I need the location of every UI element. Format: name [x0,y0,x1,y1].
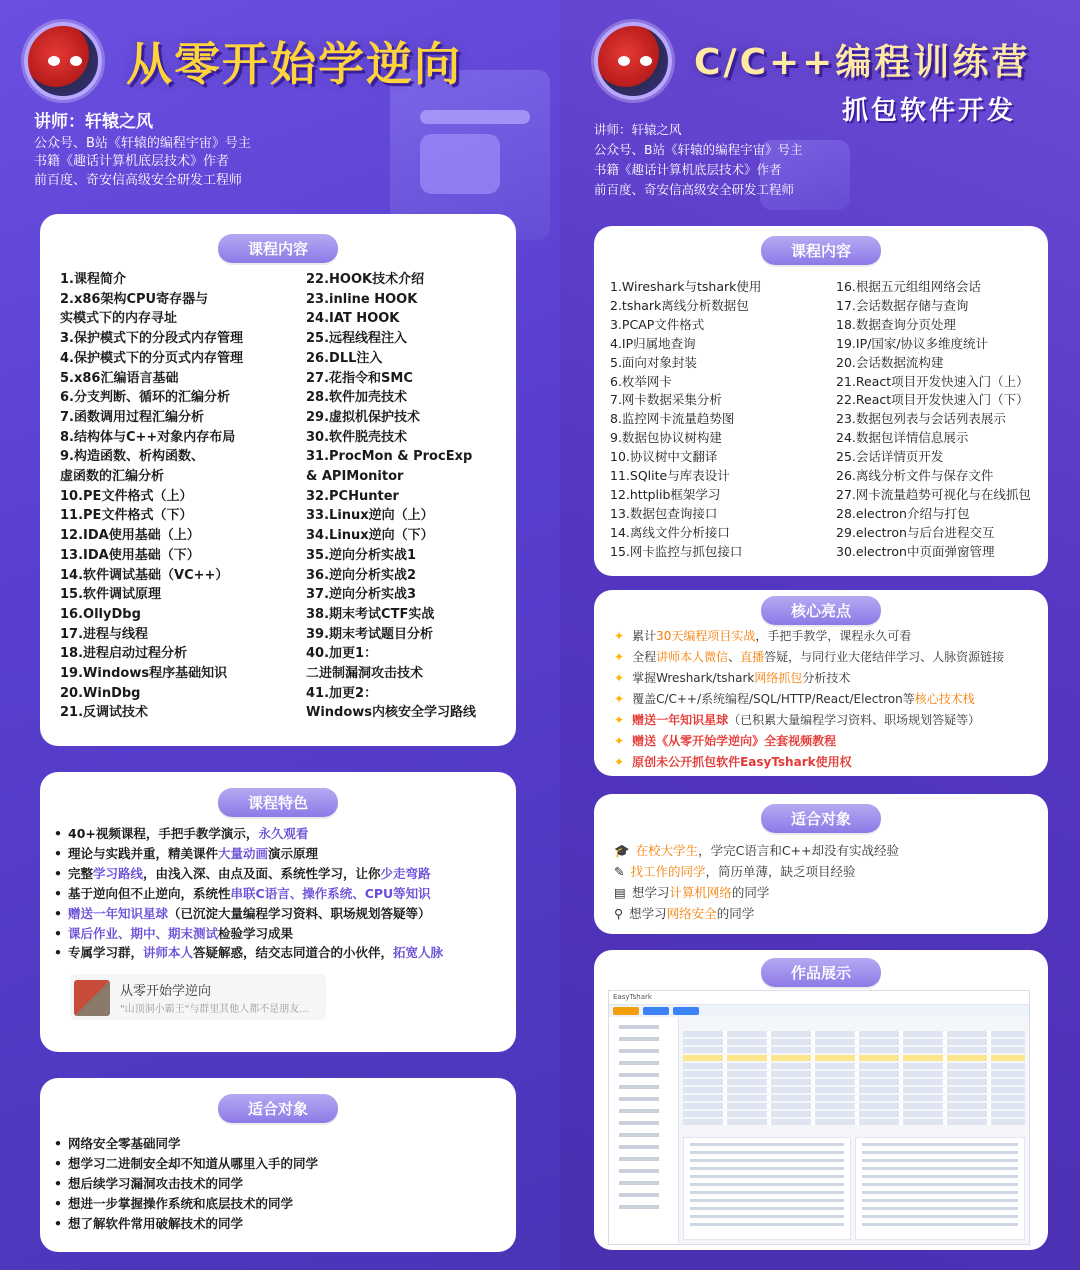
star-icon: ✦ [614,650,625,664]
highlight-text: 大量动画 [218,845,269,861]
course-item: 11.SQlite与库表设计 [610,468,730,484]
highlight-text: 课后作业、期中、期末测试 [68,925,219,941]
course-item: 31.ProcMon & ProcExp [306,449,473,465]
course-item: 28.electron介绍与打包 [836,505,970,521]
course-item: 41.加更2： [306,685,378,701]
audience-item: • 想了解软件常用破解技术的同学 [54,1214,318,1234]
text: 答疑解惑，结交志同道合的小伙伴， [193,945,394,961]
highlight-item [614,752,1004,773]
text: （已积累大量编程学习资料、职场规划答疑等） [728,713,981,727]
course-item: 4.IP归属地查询 [610,335,696,351]
text: 全程 [632,650,657,664]
course-list-col2 [836,278,1031,562]
star-icon: ✦ [614,734,625,748]
course-item: 28.软件加壳技术 [306,390,408,406]
lecturer-name: 讲师：轩辕之风 [34,112,153,132]
protocol-tree-pane [683,1137,851,1240]
poster-title: C/C++编程训练营 [694,42,1031,83]
audience-item: • 想后续学习漏洞攻击技术的同学 [54,1174,318,1194]
text: 答疑，与同行业大佬结伴学习、人脉资源链接 [764,650,1005,664]
course-item: 35.逆向分析实战1 [306,547,417,563]
star-icon: ✦ [614,671,625,685]
chat-group-avatar [74,980,110,1016]
intro-line: 书籍《趣话计算机底层技术》作者 [594,162,782,177]
text: 的同学 [716,906,755,921]
course-item: 38.期末考试CTF实战 [306,606,435,622]
highlight-text: 讲师本人 [143,945,194,961]
highlight-text: 永久观看 [258,826,309,841]
course-item: 22.React项目开发快速入门（下） [836,392,1029,408]
course-item: 24.数据包详情信息展示 [836,430,969,446]
highlight-text: 找工作的同学 [630,864,706,879]
course-item: 8.结构体与C++对象内存布局 [60,429,236,445]
audience-item [614,882,899,903]
course-item: 16.OllyDbg [60,606,141,622]
highlight-text: 赠送《从零开始学逆向》全套视频教程 [632,734,837,748]
feature-item [54,943,443,963]
highlight-text: 网络安全 [666,906,717,921]
course-item: 17.会话数据存储与查询 [836,297,969,313]
app-screenshot [608,990,1030,1245]
highlight-item [614,710,1004,731]
feature-item [54,844,443,864]
text: 覆盖C/C++/系统编程/SQL/HTTP/React/Electron等 [632,692,915,706]
course-item: 3.PCAP文件格式 [610,316,705,332]
course-item: 27.网卡流量趋势可视化与在线抓包 [836,486,1031,502]
highlight-text: 赠送一年知识星球 [632,713,729,727]
course-item: 19.IP/国家/协议多维度统计 [836,335,989,351]
course-item: 虚函数的汇编分析 [60,469,165,485]
audience-item: • 想学习二进制安全却不知道从哪里入手的同学 [54,1154,318,1174]
course-item: 21.反调试技术 [60,705,149,721]
course-item: 5.x86汇编语言基础 [60,370,179,386]
course-item: 37.逆向分析实战3 [306,587,417,603]
course-item: 32.PCHunter [306,488,399,504]
audience-item [614,840,899,861]
highlight-text: 学习路线 [93,865,144,881]
poster-subtitle: 抓包软件开发 [842,96,1017,126]
text: 完整 [68,865,94,881]
highlight-text: 直播 [740,650,765,664]
course-item: 2.tshark离线分析数据包 [610,297,749,313]
course-item: 25.远程线程注入 [306,331,408,347]
course-item: 13.数据包查询接口 [610,505,718,521]
text: ，手把手教学，课程永久可看 [755,629,912,643]
course-item: 24.IAT HOOK [306,311,400,327]
text: 分析技术 [802,671,851,685]
illustration-bar [420,110,530,124]
highlight-text: 在校大学生 [635,843,699,858]
text: 的同学 [731,885,770,900]
star-icon: ✦ [614,713,625,727]
course-item: 14.软件调试基础（VC++） [60,567,229,583]
highlight-item [614,731,1004,752]
graduation-cap-icon: 🎓 [614,843,630,858]
text: （已沉淀大量编程学习资料、职场规划答疑等） [168,905,431,921]
feature-item [54,924,443,944]
course-item: & APIMonitor [306,469,404,485]
pen-icon: ✎ [614,864,625,879]
course-item: 33.Linux逆向（上） [306,508,434,524]
course-item: 9.数据包协议树构建 [610,430,722,446]
audience-item: • 想进一步掌握操作系统和底层技术的同学 [54,1194,318,1214]
course-item: 17.进程与线程 [60,626,149,642]
course-item: 21.React项目开发快速入门（上） [836,373,1029,389]
course-item: 1.Wireshark与tshark使用 [610,279,762,294]
intro-line: 公众号、B站《轩辕的编程宇宙》号主 [34,135,251,151]
course-item: 29.electron与后台进程交互 [836,524,995,540]
audience-card [40,1078,516,1252]
text: ，简历单薄，缺乏项目经验 [705,864,856,879]
course-item: 22.HOOK技术介绍 [306,272,425,287]
course-item: 30.electron中页面弹窗管理 [836,543,995,559]
course-item: 4.保护模式下的分页式内存管理 [60,350,243,366]
course-item: 18.数据查询分页处理 [836,316,956,332]
star-icon: ✦ [614,629,625,643]
highlight-text: 核心技术栈 [914,692,975,706]
course-item: 25.会话详情页开发 [836,449,944,465]
feature-item [54,904,443,924]
intro-line: 书籍《趣话计算机底层技术》作者 [34,154,230,170]
course-item: 19.Windows程序基础知识 [60,666,228,682]
course-item: 36.逆向分析实战2 [306,567,417,583]
highlight-text: 网络抓包 [754,671,803,685]
course-item: 5.面向对象封装 [610,354,697,370]
course-item: 14.离线文件分析接口 [610,524,730,540]
course-item: 10.协议树中文翻译 [610,449,718,465]
course-item: 16.根据五元组组网络会话 [836,279,981,294]
highlights-card-title: 核心亮点 [761,596,881,625]
text: ，学完C语言和C++却没有实战经验 [698,843,899,858]
star-icon: ✦ [614,755,625,769]
intro-line: 前百度、奇安信高级安全研发工程师 [594,182,795,197]
lecturer-intro [594,120,803,200]
audience-list [54,1134,318,1234]
course-card-title: 课程内容 [761,236,881,265]
chat-group-name: 从零开始学逆向 [120,984,212,999]
course-item: 34.Linux逆向（下） [306,528,434,544]
course-item: 20.会话数据流构建 [836,354,944,370]
text: 40+视频课程，手把手教学演示， [68,826,259,841]
text: 累计 [632,629,657,643]
star-icon: ✦ [614,692,625,706]
course-item: 18.进程启动过程分析 [60,646,188,662]
highlights-card [594,590,1048,776]
intro-line: 前百度、奇安信高级安全研发工程师 [34,173,243,189]
text: 基于逆向但不止逆向，系统性 [68,885,231,901]
course-item: 6.枚举网卡 [610,373,672,389]
highlight-item [614,647,1004,668]
highlight-item [614,668,1004,689]
illustration-panel [420,134,500,194]
chat-preview [70,974,326,1020]
course-item: 二进制漏洞攻击技术 [306,666,424,682]
text: 想学习 [629,906,667,921]
course-item: 7.函数调用过程汇编分析 [60,409,204,425]
course-list-col1 [610,278,761,562]
course-item: 30.软件脱壳技术 [306,429,408,445]
course-item: 12.httplib框架学习 [610,486,721,502]
text: ，由浅入深、由点及面、系统性学习，让你 [143,865,381,881]
course-item: 15.软件调试原理 [60,587,162,603]
book-icon: ▤ [614,885,626,900]
text: 、 [728,650,741,664]
course-item: 26.离线分析文件与保存文件 [836,468,994,484]
audience-card [594,794,1048,934]
highlight-text: 赠送一年知识星球 [68,905,169,921]
app-toolbar [609,1005,1029,1017]
highlight-text: 讲师本人微信 [656,650,729,664]
avatar [594,22,672,100]
right-poster [560,0,1080,1270]
course-card [40,214,516,746]
chat-group-message: "山顶洞小霸王"与群里其他人都不是朋友... [120,1004,309,1015]
course-item: 13.IDA使用基础（下） [60,547,200,563]
lecturer-intro [34,110,251,191]
course-card [594,226,1048,576]
course-item: 15.网卡监控与抓包接口 [610,543,743,559]
features-list [54,824,443,963]
features-card-title: 课程特色 [218,788,338,817]
features-card [40,772,516,1052]
text: 演示原理 [268,845,319,861]
audience-card-title: 适合对象 [761,804,881,833]
course-item: 29.虚拟机保护技术 [306,409,421,425]
course-item: 7.网卡数据采集分析 [610,392,722,408]
course-item: 3.保护模式下的分段式内存管理 [60,331,243,347]
app-sidebar [609,1017,679,1244]
course-item: 11.PE文件格式（下） [60,508,193,524]
app-titlebar: EasyTshark [609,991,1029,1005]
course-item: 2.x86架构CPU寄存器与 [60,291,209,307]
text: 想学习 [631,885,670,900]
course-item: 27.花指令和SMC [306,370,413,386]
highlight-text: 少走弯路 [380,865,431,881]
text: 专属学习群， [68,945,144,961]
highlight-text: 计算机网络 [669,885,732,900]
course-item: 40.加更1： [306,646,378,662]
audience-card-title: 适合对象 [218,1094,338,1123]
feature-item [54,884,443,904]
course-item: 39.期末考试题目分析 [306,626,434,642]
intro-line: 公众号、B站《轩辕的编程宇宙》号主 [594,142,803,157]
highlight-item [614,626,1004,647]
course-item: 20.WinDbg [60,685,141,701]
course-item: 23.数据包列表与会话列表展示 [836,411,1006,427]
showcase-card-title: 作品展示 [761,958,881,987]
showcase-card [594,950,1048,1250]
course-card-title: 课程内容 [218,234,338,263]
course-item: 6.分支判断、循环的汇编分析 [60,390,230,406]
poster-title: 从零开始学逆向 [126,37,462,91]
course-item: 26.DLL注入 [306,350,383,366]
feature-item [54,864,443,884]
course-list-col1 [60,270,243,723]
audience-item [614,903,899,924]
audience-list [614,840,899,924]
lecturer-name: 讲师：轩辕之风 [594,122,682,137]
course-item: 10.PE文件格式（上） [60,488,193,504]
hex-dump-pane [855,1137,1025,1240]
audience-item [614,861,899,882]
course-item: 12.IDA使用基础（上） [60,528,200,544]
course-item: 9.构造函数、析构函数、 [60,449,204,465]
course-item: 8.监控网卡流量趋势图 [610,411,735,427]
feature-item [54,824,443,844]
highlight-text: 拓宽人脉 [393,945,444,961]
text: 掌握Wreshark/tshark [632,671,755,685]
avatar [24,22,102,100]
highlight-text: 30天编程项目实战 [656,629,756,643]
highlight-item [614,689,1004,710]
highlight-text: 原创未公开抓包软件EasyTshark使用权 [632,755,852,769]
packet-table [683,1031,1025,1131]
text: 检验学习成果 [218,925,294,941]
course-item: Windows内核安全学习路线 [306,705,477,721]
text: 理论与实践并重，精美课件 [68,845,219,861]
highlight-text: 串联C语言、操作系统、CPU等知识 [230,885,431,901]
course-item: 23.inline HOOK [306,291,418,307]
course-item: 1.课程简介 [60,272,126,287]
course-list-col2 [306,270,476,723]
course-item: 实模式下的内存寻址 [60,311,178,327]
audience-item: • 网络安全零基础同学 [54,1134,318,1154]
magnifier-icon: ⚲ [614,906,624,921]
highlights-list [614,626,1004,773]
